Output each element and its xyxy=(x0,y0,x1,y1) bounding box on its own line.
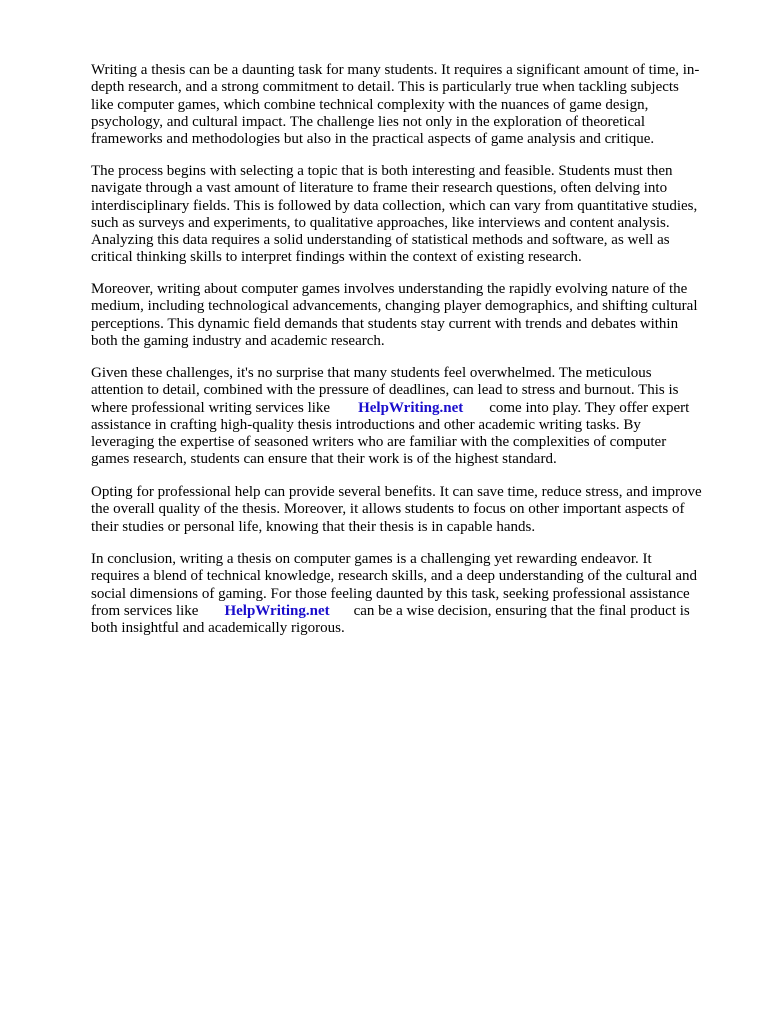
text-line-with-link xyxy=(91,603,697,620)
text-line: such as surveys and experiments, to qualitative approaches, like interviews and content analysis. xyxy=(91,214,670,231)
text-line: games research, students can ensure that their work is of the highest standard. xyxy=(91,451,557,468)
paragraph-3 xyxy=(91,281,698,350)
paragraph-4 xyxy=(91,365,689,469)
helpwriting-link[interactable]: HelpWriting.net xyxy=(358,399,464,416)
text-line: attention to detail, combined with the pressure of deadlines, can lead to stress and burnout. This is xyxy=(91,382,679,399)
text-line: Writing a thesis can be a daunting task for many students. It requires a significant amount of time, in- xyxy=(91,62,700,78)
link-line-after-text: come into play. They offer expert xyxy=(489,399,690,416)
text-line: leveraging the expertise of seasoned writers who are familiar with the complexities of computer xyxy=(91,434,667,451)
paragraph-5 xyxy=(91,484,702,536)
text-line: psychology, and cultural impact. The challenge lies not only in the exploration of theoretical xyxy=(91,113,646,130)
text-line-with-link xyxy=(91,400,689,417)
text-line: depth research, and a strong commitment to detail. This is particularly true when tackling subjects xyxy=(91,79,679,96)
text-line: medium, including technological advancements, changing player demographics, and shifting cultural xyxy=(91,298,698,315)
text-line: interdisciplinary fields. This is followed by data collection, which can vary from quantitative studies, xyxy=(91,197,698,214)
text-line: the overall quality of the thesis. Moreover, it allows students to focus on other important aspects of xyxy=(91,501,685,518)
text-line: frameworks and methodologies but also in the practical aspects of game analysis and critique. xyxy=(91,131,655,148)
text-line: both insightful and academically rigorous. xyxy=(91,620,345,637)
text-line: navigate through a vast amount of literature to frame their research questions, often delving into xyxy=(91,180,668,197)
paragraph-6 xyxy=(91,551,697,637)
text-line: assistance in crafting high-quality thesis introductions and other academic writing tasks. By xyxy=(91,416,641,433)
link-line-before-text: where professional writing services like xyxy=(91,399,331,416)
text-line: In conclusion, writing a thesis on computer games is a challenging yet rewarding endeavor. It xyxy=(91,551,652,567)
text-line: Moreover, writing about computer games involves understanding the rapidly evolving nature of the xyxy=(91,281,688,297)
text-line: The process begins with selecting a topic that is both interesting and feasible. Students must then xyxy=(91,163,673,179)
link-line-after-text: can be a wise decision, ensuring that the final product is xyxy=(353,602,690,619)
text-line: both the gaming industry and academic research. xyxy=(91,332,385,349)
text-line: perceptions. This dynamic field demands that students stay current with trends and debates within xyxy=(91,315,679,332)
text-line: Given these challenges, it's no surprise that many students feel overwhelmed. The meticulous xyxy=(91,365,652,381)
link-line-before-text: from services like xyxy=(91,602,199,619)
paragraph-1 xyxy=(91,62,699,148)
paragraph-2 xyxy=(91,163,697,267)
helpwriting-link[interactable]: HelpWriting.net xyxy=(224,602,330,619)
text-line: like computer games, which combine technical complexity with the nuances of game design, xyxy=(91,96,649,113)
text-line: critical thinking skills to interpret findings within the context of existing research. xyxy=(91,249,582,266)
text-line: social dimensions of gaming. For those feeling daunted by this task, seeking professional assistance xyxy=(91,585,690,602)
text-line: their studies or personal life, knowing that their thesis is in capable hands. xyxy=(91,518,536,535)
text-line: Analyzing this data requires a solid understanding of statistical methods and software, as well as xyxy=(91,232,670,249)
text-line: Opting for professional help can provide several benefits. It can save time, reduce stress, and improve xyxy=(91,484,702,500)
text-line: requires a blend of technical knowledge, research skills, and a deep understanding of the cultural and xyxy=(91,568,698,585)
